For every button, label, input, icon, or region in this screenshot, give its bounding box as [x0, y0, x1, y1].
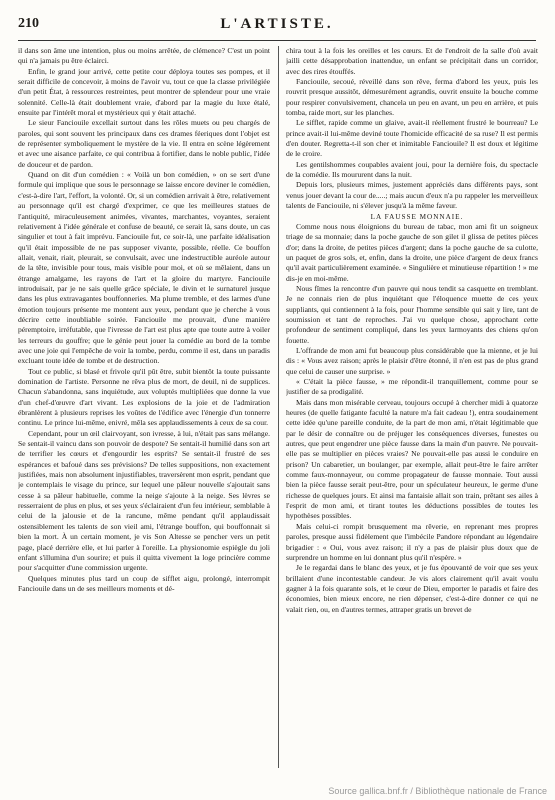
- left-column: [18, 46, 270, 768]
- paragraph: Le sifflet, rapide comme un glaive, avait-il réellement frustré le bourreau? Le prince avait-il lui-même deviné toute l'homicide efficacité de sa ruse? Il est permis d'en douter. Regretta-t-il son cher et inimitable Fanciouile? Il est doux et légitime de le croire.: [286, 118, 538, 159]
- paragraph: « C'était la pièce fausse, » me répondit-il tranquillement, comme pour se justifier de sa prodigalité.: [286, 377, 538, 397]
- paragraph: Cependant, pour un œil clairvoyant, son ivresse, à lui, n'était pas sans mélange. Se sentait-il vaincu dans son pouvoir de despote? Se sentait-il humilié dans son art de terrifier les cœurs et d'engourdir les esprits? Se sentait-il frustré de ses espérances et bafoué dans ses prévisions? De telles suppositions, non exactement justifiées, mais non absolument injustifiables, traversèrent mon esprit, pendant que je contemplais le visage du prince, sur lequel une pâleur nouvelle s'ajoutait sans cesse à sa pâleur habituelle, comme la neige s'ajoute à la neige. Ses lèvres se resserraient de plus en plus, et ses yeux s'éclairaient d'un feu intérieur, semblable à celui de la jalousie et de la rancune, même pendant qu'il applaudissait ostensiblement les talents de son vieil ami, l'étrange bouffon, qui bouffonnait si bien la mort. À un certain moment, je vis Son Altesse se pencher vers un petit page, placé derrière elle, et lui parler à l'oreille. La physionomie espiègle du joli enfant s'illumina d'un sourire; et puis il quitta vivement la loge princière comme pour s'acquitter d'une commission urgente.: [18, 428, 270, 573]
- paragraph: Je le regardai dans le blanc des yeux, et je fus épouvanté de voir que ses yeux brillaient d'une incontestable candeur. Je vis alors clairement qu'il avait voulu gagner à la fois quarante sols, et le cœur de Dieu, emporter le paradis et faire des économies, bien mieux encore, ne rien dépenser, c'est-à-dire donner ce qui ne valait rien, ou, en d'autres termes, attraper gratis un brevet de: [286, 563, 538, 614]
- header-rule: [18, 40, 536, 41]
- paragraph: Fanciouile, secoué, réveillé dans son rêve, ferma d'abord les yeux, puis les rouvrit presque aussitôt, démesurément agrandis, ouvrit ensuite la bouche comme pour respirer convulsivement, chancela un peu en avant, un peu en arrière, et puis tomba, raide mort, sur les planches.: [286, 77, 538, 118]
- page-header: [18, 16, 536, 38]
- right-column: [286, 46, 538, 768]
- paragraph: Comme nous nous éloignions du bureau de tabac, mon ami fit un soigneux triage de sa monnaie; dans la poche gauche de son gilet il glissa de petites pièces d'or; dans la droite, de petites pièces d'argent; dans la poche gauche de sa culotte, un paquet de gros sols, et, enfin, dans la droite, une pièce d'argent de deux francs qu'il avait particulièrement examinée. « Singulière et minutieuse répartition ! » me dis-je en moi-même.: [286, 221, 538, 283]
- paragraph: Depuis lors, plusieurs mimes, justement appréciés dans différents pays, sont venus jouer devant la cour de.....; mais aucun d'eux n'a pu rappeler les merveilleux talents de Fanciouile, ni s'élever jusqu'à la même faveur.: [286, 180, 538, 211]
- paragraph: Quand on dit d'un comédien : « Voilà un bon comédien, » on se sert d'une formule qui implique que sous le personnage se laisse encore deviner le comédien, c'est-à-dire l'art, l'effort, la volonté. Or, si un comédien arrivait à être, relativement au personnage qu'il est chargé d'exprimer, ce que les meilleures statues de l'antiquité, miraculeusement animées, vivantes, marchantes, voyantes, seraient relativement à l'idée générale et confuse de beauté, ce serait là, sans doute, un cas singulier et tout à fait imprévu. Fanciouile fut, ce soir-là, une parfaite idéalisation qu'il était impossible de ne pas supposer vivante, possible, réelle. Ce bouffon allait, venait, riait, pleurait, se convulsait, avec une indestructible auréole autour de la tête, invisible pour tous, mais visible pour moi, et où se mêlaient, dans un étrange amalgame, les rayons de l'art et la gloire du martyre. Fanciouile introduisait, par je ne sais quelle grâce spéciale, le divin et le surnaturel jusque dans les plus extravagantes bouffonneries. Ma plume tremble, et des larmes d'une émotion toujours présente me montent aux yeux, pendant que je cherche à vous décrire cette inoubliable soirée. Fanciouile me prouvait, d'une manière péremptoire, irréfutable, que l'ivresse de l'art est plus apte que toute autre à voiler les terreurs du gouffre; que le génie peut jouer la comédie au bord de la tombe avec une joie qui l'empêche de voir la tombe, perdu, comme il est, dans un paradis excluant toute idée de tombe et de destruction.: [18, 170, 270, 366]
- source-credit: Source gallica.bnf.fr / Bibliothèque nationale de France: [328, 786, 547, 796]
- paragraph: Tout ce public, si blasé et frivole qu'il pût être, subit bientôt la toute puissante domination de l'artiste. Personne ne rêva plus de mort, de deuil, ni de supplices. Chacun s'abandonna, sans inquiétude, aux voluptés multipliées que donne la vue d'un chef-d'œuvre d'art vivant. Les explosions de la joie et de l'admiration ébranlèrent à plusieurs reprises les voûtes de l'édifice avec l'énergie d'un tonnerre continu. Le prince lui-même, enivré, mêla ses applaudissements à ceux de sa cour.: [18, 366, 270, 428]
- paragraph: Enfin, le grand jour arrivé, cette petite cour déploya toutes ses pompes, et il serait difficile de concevoir, à moins de l'avoir vu, tout ce que la classe privilégiée d'un petit État, à ressources restreintes, peut montrer de splendeur pour une vraie solennité. Celle-là était doublement vraie, d'abord par la magie du luxe étalé, ensuite par l'intérêt moral et mystérieux qui y était attaché.: [18, 66, 270, 118]
- text-columns: [18, 46, 538, 768]
- running-title: L'ARTISTE.: [220, 16, 334, 32]
- paragraph: Les gentilshommes coupables avaient joui, pour la dernière fois, du spectacle de la comédie. Ils moururent dans la nuit.: [286, 159, 538, 180]
- paragraph: L'offrande de mon ami fut beaucoup plus considérable que la mienne, et je lui dis : « Vous avez raison; après le plaisir d'être étonné, il n'en est pas de plus grand que celui de causer une surprise. »: [286, 345, 538, 376]
- paragraph: il dans son âme une intention, plus ou moins arrêtée, de clémence? C'est un point qui n'a jamais pu être éclairci.: [18, 46, 270, 66]
- page-number: 210: [18, 16, 39, 31]
- paragraph: Mais dans mon misérable cerveau, toujours occupé à chercher midi à quatorze heures (de quelle fatigante faculté la nature m'a fait cadeau !), entra soudainement cette idée qu'une pareille conduite, de la part de mon ami, n'était légitimable que par le désir de connaître ou de préjuger les conséquences diverses, funestes ou autres, que peut engendrer une pièce fausse dans la main d'un pauvre. Ne pouvait-elle pas se multiplier en pièces vraies? Ne pouvait-elle pas aussi le conduire en prison? Un cabaretier, un boulanger, par exemple, allait peut-être le faire arrêter comme faux-monnayeur, ou comme propagateur de fausse monnaie. Tout aussi bien la pièce fausse serait peut-être, pour un spéculateur heureux, le germe d'une richesse de quelques jours. Et ainsi ma fantaisie allait son train, prêtant ses ailes à l'esprit de mon ami, et tirant toutes les déductions possibles de toutes les hypothèses possibles.: [286, 397, 538, 521]
- paragraph: Mais celui-ci rompit brusquement ma rêverie, en reprenant mes propres paroles, presque aussi fidèlement que l'imbécile Pandore répondant au légendaire brigadier : « Oui, vous avez raison; il n'y a pas de plaisir plus doux que de surprendre un homme en lui donnant plus qu'il n'espère. »: [286, 521, 538, 562]
- column-divider: [278, 46, 279, 768]
- paragraph: chira tout à la fois les oreilles et les cœurs. Et de l'endroit de la salle d'où avait jailli cette désapprobation inattendue, un enfant se précipitait dans un corridor, avec des rires étouffés.: [286, 46, 538, 76]
- paragraph: Nous fîmes la rencontre d'un pauvre qui nous tendit sa casquette en tremblant. Je ne connais rien de plus inquiétant que l'éloquence muette de ces yeux suppliants, qui contiennent à la fois, pour l'homme sensible qui sait y lire, tant de soumission et tant de reproches. J'ai vu quelque chose, approchant cette profondeur de sentiment compliqué, dans les yeux larmoyants des chiens qu'on fouette.: [286, 283, 538, 345]
- paragraph: Le sieur Fanciouile excellait surtout dans les rôles muets ou peu chargés de paroles, qui sont souvent les principaux dans ces drames féeriques dont l'objet est de représenter symboliquement le mystère de la vie. Il entra en scène légèrement et avec une aisance parfaite, ce qui contribua à fortifier, dans le noble public, l'idée de douceur et de pardon.: [18, 118, 270, 169]
- section-heading: LA FAUSSE MONNAIE.: [370, 212, 464, 221]
- paragraph: Quelques minutes plus tard un coup de sifflet aigu, prolongé, interrompit Fanciouile dans un de ses meilleurs moments et dé-: [18, 573, 270, 593]
